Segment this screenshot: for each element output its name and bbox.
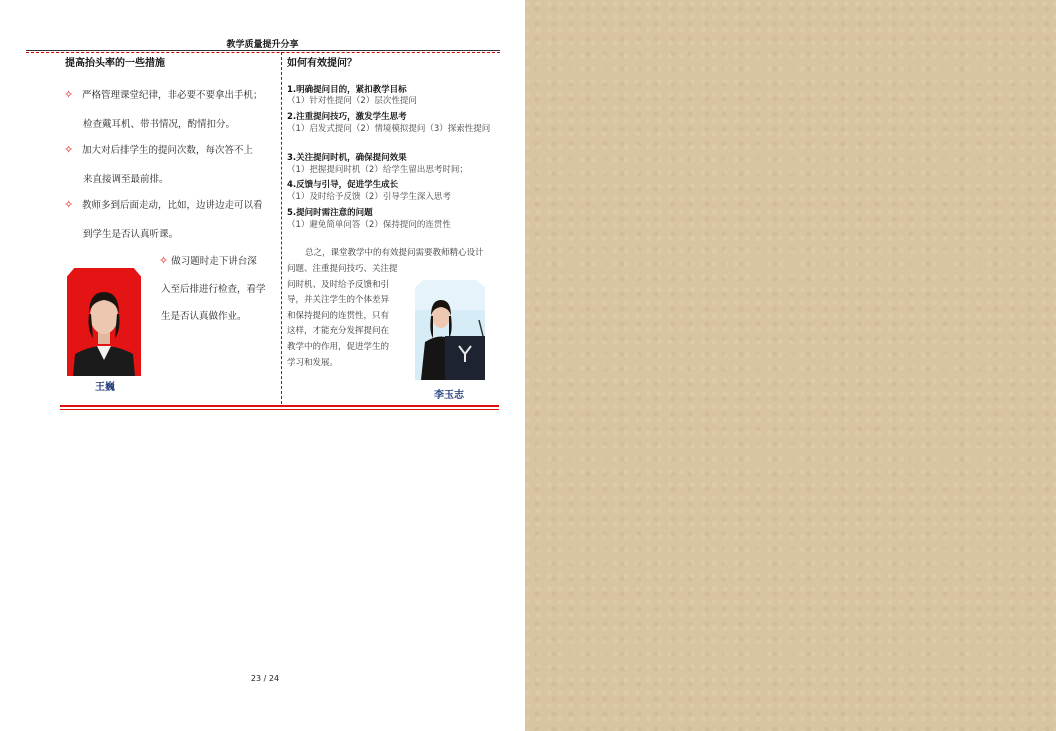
bullet-item-4-line2: 入至后排进行检查，看学 <box>161 284 266 295</box>
question-point-4-detail: （1）及时给予反馈（2）引导学生深入思考 <box>287 192 451 202</box>
star-bullet-icon: ✧ <box>64 143 74 156</box>
bullet-item-1: ✧ 严格管理课堂纪律，非必要不要拿出手机； <box>64 81 280 109</box>
document-page <box>0 0 525 731</box>
right-section-heading: 如何有效提问？ <box>287 58 357 69</box>
bullet-item-3: ✧ 教师多到后面走动，比如，边讲边走可以看 <box>64 191 280 219</box>
header-dashed-rule <box>26 52 500 53</box>
question-point-2-detail: （1）启发式提问（2）情境模拟提问（3）探索性提问 <box>287 124 491 134</box>
star-bullet-icon: ✧ <box>159 254 169 267</box>
left-photo-caption: 王巍 <box>95 382 115 393</box>
star-bullet-icon: ✧ <box>64 198 74 211</box>
star-bullet-icon: ✧ <box>64 88 74 101</box>
summary-line-6: 这样，才能充分发挥提问在 <box>287 326 390 336</box>
summary-line-7: 教学中的作用，促进学生的 <box>287 342 390 352</box>
summary-line-2: 问题、注重提问技巧、关注提 <box>287 264 398 274</box>
document-title: 教学质量提升分享 <box>226 40 299 50</box>
summary-line-3: 问时机、及时给予反馈和引 <box>287 280 390 290</box>
teacher-portrait-photo <box>67 268 141 376</box>
question-point-1-detail: （1）针对性提问（2）层次性提问 <box>287 96 417 106</box>
teacher-lecturing-photo <box>415 280 485 380</box>
question-point-2: 2.注重提问技巧，激发学生思考 <box>287 112 407 122</box>
footer-rule-thick <box>60 405 499 407</box>
column-divider <box>281 52 282 404</box>
question-point-5: 5.提问时需注意的问题 <box>287 208 373 218</box>
summary-line-5: 和保持提问的连贯性，只有 <box>287 311 390 321</box>
question-point-3: 3.关注提问时机，确保提问效果 <box>287 153 407 163</box>
question-point-3-detail: （1）把握提问时机（2）给学生留出思考时间； <box>287 165 468 175</box>
summary-line-8: 学习和发展。 <box>287 358 339 368</box>
bullet-item-1-continued: 检查戴耳机、带书情况，酌情扣分。 <box>83 119 236 130</box>
viewer-background <box>525 0 1056 731</box>
bullet-item-4-line3: 生是否认真做作业。 <box>161 311 247 322</box>
question-point-5-detail: （1）避免简单问答（2）保持提问的连贯性 <box>287 220 451 230</box>
question-point-4: 4.反馈与引导，促进学生成长 <box>287 180 399 190</box>
summary-line-1: 总之，课堂教学中的有效提问需要教师精心设计 <box>305 248 484 258</box>
header-rule <box>26 50 500 51</box>
bullet-item-2: ✧ 加大对后排学生的提问次数，每次答不上 <box>64 136 280 164</box>
question-point-1: 1.明确提问目的，紧扣教学目标 <box>287 85 407 95</box>
page-indicator: 23 / 24 <box>250 674 280 683</box>
summary-line-4: 导，并关注学生的个体差异 <box>287 295 390 305</box>
bullet-item-4: ✧ 做习题时走下讲台深 <box>159 254 257 267</box>
footer-rule-thin <box>60 409 499 410</box>
left-section-heading: 提高抬头率的一些措施 <box>65 58 165 69</box>
bullet-item-2-continued: 来直接调至最前排。 <box>83 174 169 185</box>
bullet-item-3-continued: 到学生是否认真听课。 <box>83 229 179 240</box>
right-photo-caption: 李玉志 <box>434 390 464 401</box>
